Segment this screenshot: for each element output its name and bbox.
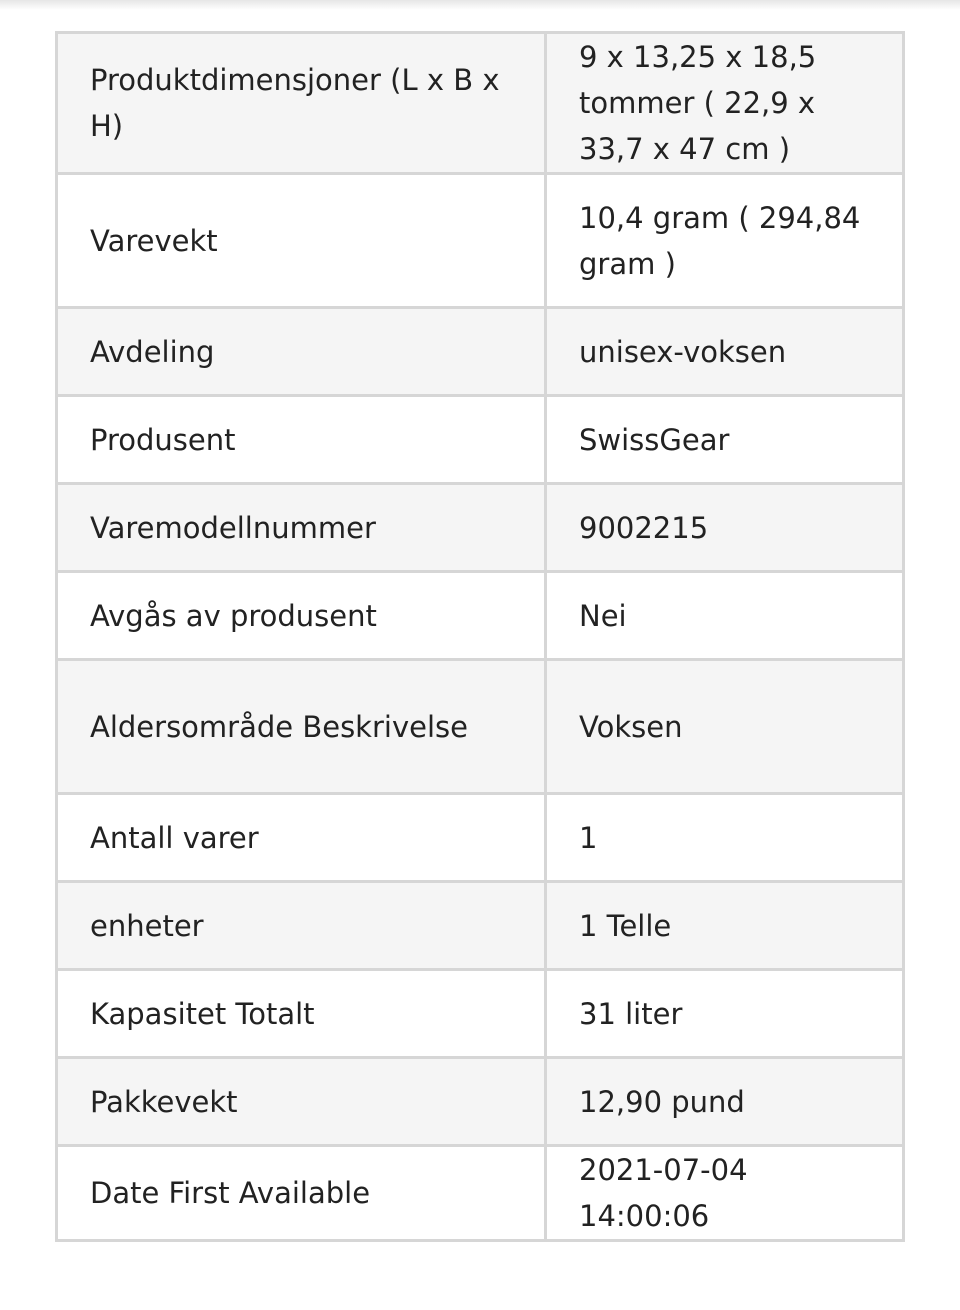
spec-label: Avdeling (57, 308, 546, 396)
table-row (57, 794, 904, 882)
table-row (57, 396, 904, 484)
product-details-table (55, 31, 905, 1242)
spec-label: Produsent (57, 396, 546, 484)
table-row (57, 1146, 904, 1241)
spec-label: Antall varer (57, 794, 546, 882)
spec-value: unisex-voksen (546, 308, 904, 396)
table-row (57, 174, 904, 308)
spec-value: SwissGear (546, 396, 904, 484)
table-row (57, 970, 904, 1058)
table-row (57, 572, 904, 660)
table-row (57, 484, 904, 572)
spec-label: Avgås av produsent (57, 572, 546, 660)
spec-label: Aldersområde Beskrivelse (57, 660, 546, 794)
spec-value: 10,4 gram ( 294,84 gram ) (546, 174, 904, 308)
top-shadow (0, 0, 960, 10)
spec-value: Nei (546, 572, 904, 660)
spec-value: Voksen (546, 660, 904, 794)
spec-value: 9002215 (546, 484, 904, 572)
table-row (57, 308, 904, 396)
spec-label: Varevekt (57, 174, 546, 308)
table-row (57, 882, 904, 970)
spec-value: 9 x 13,25 x 18,5 tommer ( 22,9 x 33,7 x 47 cm ) (546, 33, 904, 174)
table-row (57, 33, 904, 174)
spec-value: 1 (546, 794, 904, 882)
spec-value: 31 liter (546, 970, 904, 1058)
spec-label: Produktdimensjoner (L x B x H) (57, 33, 546, 174)
spec-label: Varemodellnummer (57, 484, 546, 572)
table-row (57, 660, 904, 794)
spec-value: 1 Telle (546, 882, 904, 970)
spec-label: Kapasitet Totalt (57, 970, 546, 1058)
spec-label: enheter (57, 882, 546, 970)
table-row (57, 1058, 904, 1146)
spec-label: Pakkevekt (57, 1058, 546, 1146)
spec-value: 12,90 pund (546, 1058, 904, 1146)
spec-value: 2021-07-04 14:00:06 (546, 1146, 904, 1241)
spec-label: Date First Available (57, 1146, 546, 1241)
